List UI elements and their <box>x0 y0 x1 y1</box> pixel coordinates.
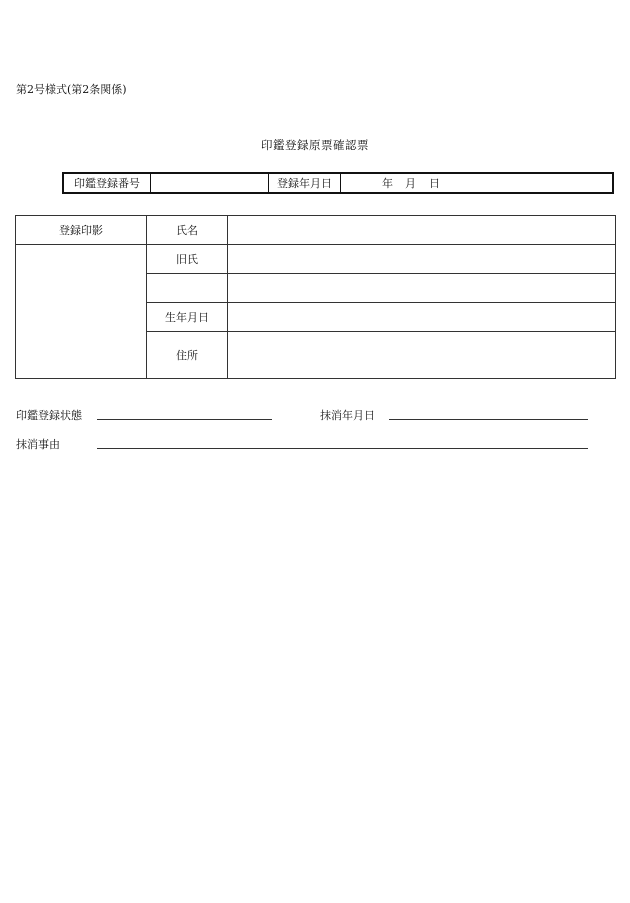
month-unit-label: 月 <box>405 177 416 190</box>
registration-box <box>62 172 614 194</box>
cancel-reason-label: 抹消事由 <box>16 438 60 451</box>
address-label: 住所 <box>147 332 228 379</box>
name-field[interactable] <box>228 216 616 245</box>
cancel-date-field[interactable] <box>389 419 588 420</box>
document-title: 印鑑登録原票確認票 <box>261 138 369 152</box>
registration-date-label: 登録年月日 <box>268 174 340 192</box>
cancel-reason-field[interactable] <box>97 448 588 449</box>
table-row <box>16 216 616 245</box>
birthdate-label: 生年月日 <box>147 303 228 332</box>
cancel-date-label: 抹消年月日 <box>320 409 375 422</box>
registration-record-table <box>15 215 616 379</box>
status-label: 印鑑登録状態 <box>16 409 82 422</box>
former-name-field[interactable] <box>228 245 616 274</box>
birthdate-field[interactable] <box>228 303 616 332</box>
day-unit-label: 日 <box>429 177 440 190</box>
status-field[interactable] <box>97 419 272 420</box>
former-name-label: 旧氏 <box>147 245 228 274</box>
form-number-label: 第2号様式(第2条関係) <box>16 83 127 96</box>
table-row <box>16 245 616 274</box>
blank-field[interactable] <box>228 274 616 303</box>
blank-label-cell <box>147 274 228 303</box>
seal-image-area <box>16 245 147 379</box>
address-field[interactable] <box>228 332 616 379</box>
seal-image-label: 登録印影 <box>16 216 147 245</box>
registration-date-field[interactable] <box>340 174 612 192</box>
registration-number-field[interactable] <box>150 174 268 192</box>
name-label: 氏名 <box>147 216 228 245</box>
year-unit-label: 年 <box>382 177 393 190</box>
registration-number-label: 印鑑登録番号 <box>74 177 140 190</box>
